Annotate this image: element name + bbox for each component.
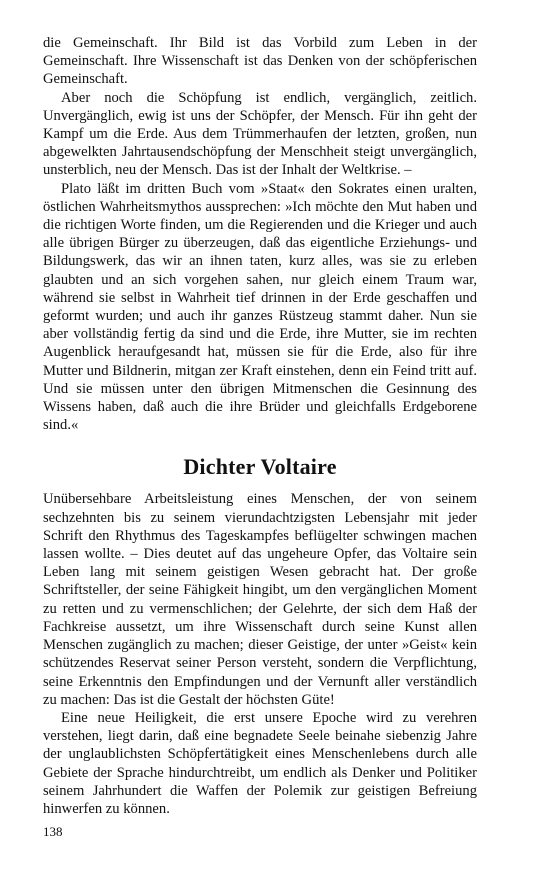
paragraph-voltaire-intro: Unübersehbare Arbeitsleistung eines Menschen, der von seinem sechzehnten bis zu seinem vierundachtzigsten Lebensjahr mit jeder Schrift den Rhythmus des Tageskampfes beflügelter schwingen machen lassen wollte. – Dies deutet auf das ungeheure Opfer, das Voltaire sein Leben lang mit seinem geistigen Wesen gebracht hat. Der große Schriftsteller, der seine Fähigkeit hingibt, um den vergänglichen Moment zu retten und zu vermenschlichen; der Gelehrte, der sich dem Haß der Fachkreise aussetzt, um ihre Wissenschaft durch seine Kunst allen Menschen zugänglich zu machen; dieser Geistige, der unter »Geist« kein schützendes Reservat seiner Person versteht, sondern die Verpflichtung, seine Erkenntnis den Empfindungen und der Vernunft aller verständlich zu machen: Das ist die Gestalt der höchsten Güte! [43, 491, 477, 708]
paragraph-continuation: die Gemeinschaft. Ihr Bild ist das Vorbild zum Leben in der Gemeinschaft. Ihre Wissenschaft ist das Denken von der schöpferischen Gemeinschaft. [43, 35, 477, 88]
page-body [43, 34, 477, 818]
paragraph-voltaire-holiness: Eine neue Heiligkeit, die erst unsere Epoche wird zu verehren verstehen, liegt darin, daß eine begnadete Seele beinahe siebenzig Jahre der unglaublichsten Schöpfertätigkeit eines Menschenlebens durch alle Gebiete der Sprache hindurchtreibt, um endlich als Denker und Politiker seinem Jahrhundert die Waffen der Polemik zur geistigen Befreiung hinwerfen zu können. [43, 709, 477, 817]
paragraph-creation: Aber noch die Schöpfung ist endlich, vergänglich, zeitlich. Unvergänglich, ewig ist uns der Schöpfer, der Mensch. Für ihn geht der Kampf um die Erde. Aus dem Trümmerhaufen der letzten, großen, nun abgewelkten Jahrtausendschöpfung der Menschheit steigt unvergänglich, unsterblich, neu der Mensch. Das ist der Inhalt der Weltkrise. – [43, 89, 477, 179]
paragraph-plato-quote: Plato läßt im dritten Buch vom »Staat« den Sokrates einen uralten, östlichen Wahrheitsmythos aussprechen: »Ich möchte den Mut haben und die richtigen Worte finden, um die Regierenden und die Krieger und auch alle übrigen Bürger zu überzeugen, daß das eigentliche Erziehungs- und Bildungswerk, das wir an ihnen taten, kurz alles, was sie zu erleben glaubten und an sich vorgehen sahen, nur gleich einem Traum war, während sie selbst in Wahrheit tief drinnen in der Erde geschaffen und geformt wurden; und auch ihr ganzes Rüstzeug stammt daher. Nun sie aber vollständig fertig da sind und die Erde, ihre Mutter, sie im rechten Augenblick heraufgesandt hat, müssen sie für die Erde, also für ihre Mutter und Bildnerin, mitgan zer Kraft einstehen, denn ein Feind tritt auf. Und sie müssen unter den übrigen Mitmenschen die Gesinnung des Wissens haben, daß auch die ihre Brüder und gleichfalls Erdgeborene sind.« [43, 180, 477, 434]
page-number: 138 [43, 824, 63, 839]
section-heading: Dichter Voltaire [183, 454, 337, 480]
